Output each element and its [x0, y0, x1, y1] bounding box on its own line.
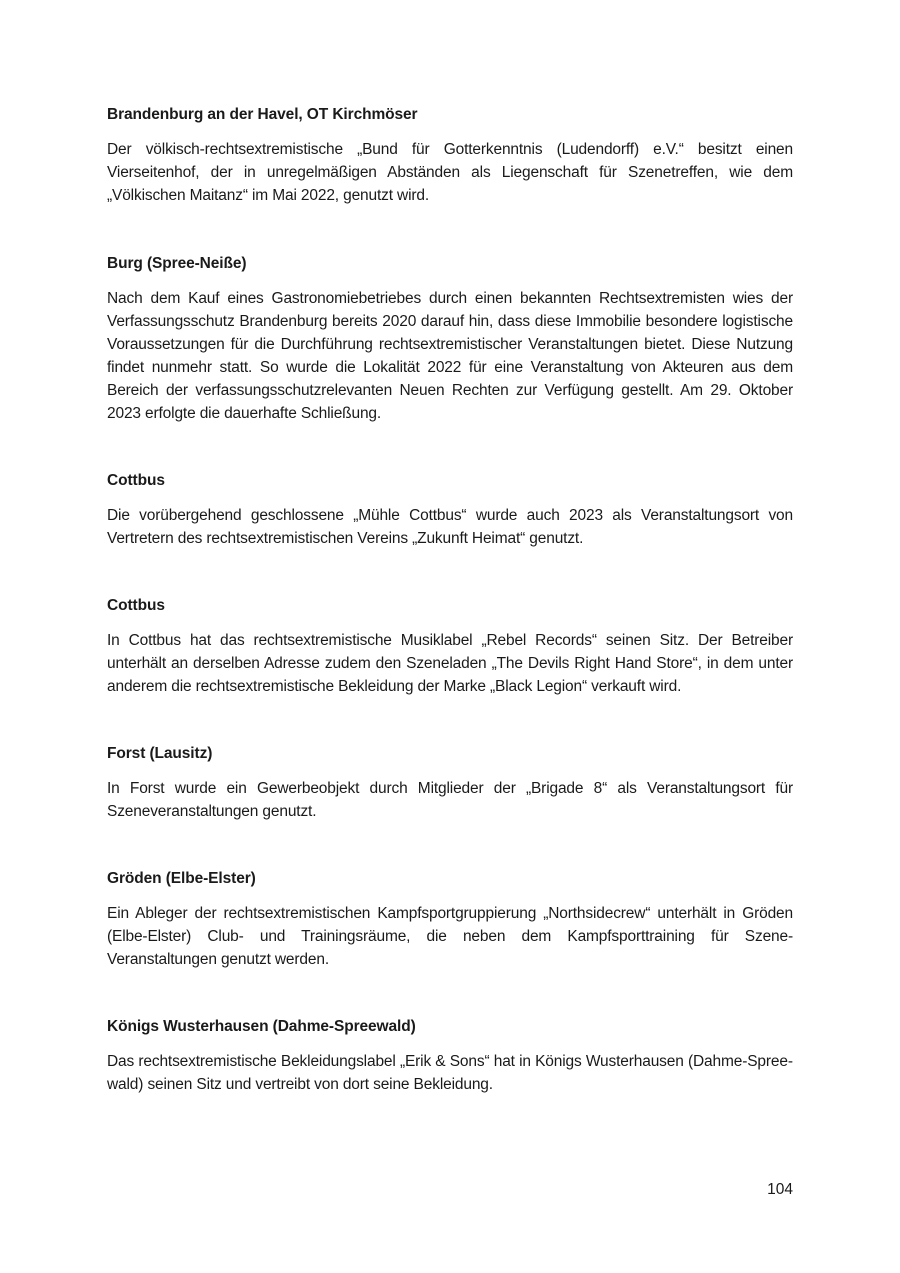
- section-cottbus-rebel-records: [107, 595, 793, 698]
- section-paragraph: Nach dem Kauf eines Gastronomiebetriebes durch einen bekannten Rechtsextremisten wies der Verfassungsschutz Brandenburg bereits 2020 darauf hin, dass diese Immobilie besondere logistische Voraussetzungen für die Durchführung rechtsextremistischer Veranstaltungen bietet. Diese Nutzung findet nunmehr statt. So wurde die Lokalität 2022 für eine Veranstaltung von Akteuren aus dem Bereich der verfassungsschutzrelevanten Neuen Rechten zur Verfügung gestellt. Am 29. Oktober 2023 erfolgte die dauerhafte Schließung.: [107, 290, 793, 422]
- section-heading: Brandenburg an der Havel, OT Kirchmöser: [107, 106, 418, 123]
- section-heading: Forst (Lausitz): [107, 745, 213, 762]
- section-paragraph: Ein Ableger der rechtsextremistischen Kampfsportgruppierung „Northsidecrew“ unterhält in Gröden (Elbe-Elster) Club- und Trainingsräume, die neben dem Kampfsporttraining für Szene-Veranstaltungen genutzt werden.: [107, 905, 793, 968]
- section-heading: Cottbus: [107, 472, 165, 489]
- section-forst-lausitz: [107, 743, 793, 823]
- section-heading: Burg (Spree-Neiße): [107, 255, 247, 272]
- section-paragraph: Das rechtsextremistische Bekleidungslabel „Erik & Sons“ hat in Königs Wusterhausen (Dahme-Spreewald) seinen Sitz und vertreibt von dort seine Bekleidung.: [107, 1053, 793, 1093]
- section-heading: Gröden (Elbe-Elster): [107, 870, 256, 887]
- section-cottbus-muehle: [107, 470, 793, 550]
- section-paragraph: In Forst wurde ein Gewerbeobjekt durch Mitglieder der „Brigade 8“ als Veranstaltungsort für Szeneveranstaltungen genutzt.: [107, 780, 793, 820]
- section-heading: Cottbus: [107, 597, 165, 614]
- section-burg-spree-neisse: [107, 253, 793, 425]
- section-paragraph: Der völkisch-rechtsextremistische „Bund für Gotterkenntnis (Ludendorff) e.V.“ besitzt einen Vierseitenhof, der in unregelmäßigen Abständen als Liegenschaft für Szenetreffen, wie dem „Völkischen Maitanz“ im Mai 2022, genutzt wird.: [107, 141, 793, 204]
- page-number: 104: [767, 1181, 793, 1198]
- section-brandenburg-an-der-havel: [107, 104, 793, 207]
- section-paragraph: Die vorübergehend geschlossene „Mühle Cottbus“ wurde auch 2023 als Veranstaltungsort von Vertretern des rechtsextremistischen Vereins „Zukunft Heimat“ genutzt.: [107, 507, 793, 547]
- section-paragraph: In Cottbus hat das rechtsextremistische Musiklabel „Rebel Records“ seinen Sitz. Der Betreiber unterhält an derselben Adresse zudem den Szeneladen „The Devils Right Hand Store“, in dem unter anderem die rechtsextremistische Bekleidung der Marke „Black Legion“ verkauft wird.: [107, 632, 793, 695]
- section-heading: Königs Wusterhausen (Dahme-Spreewald): [107, 1018, 416, 1035]
- document-page: [107, 104, 793, 1096]
- section-koenigs-wusterhausen: [107, 1016, 793, 1096]
- section-groeden-elbe-elster: [107, 868, 793, 971]
